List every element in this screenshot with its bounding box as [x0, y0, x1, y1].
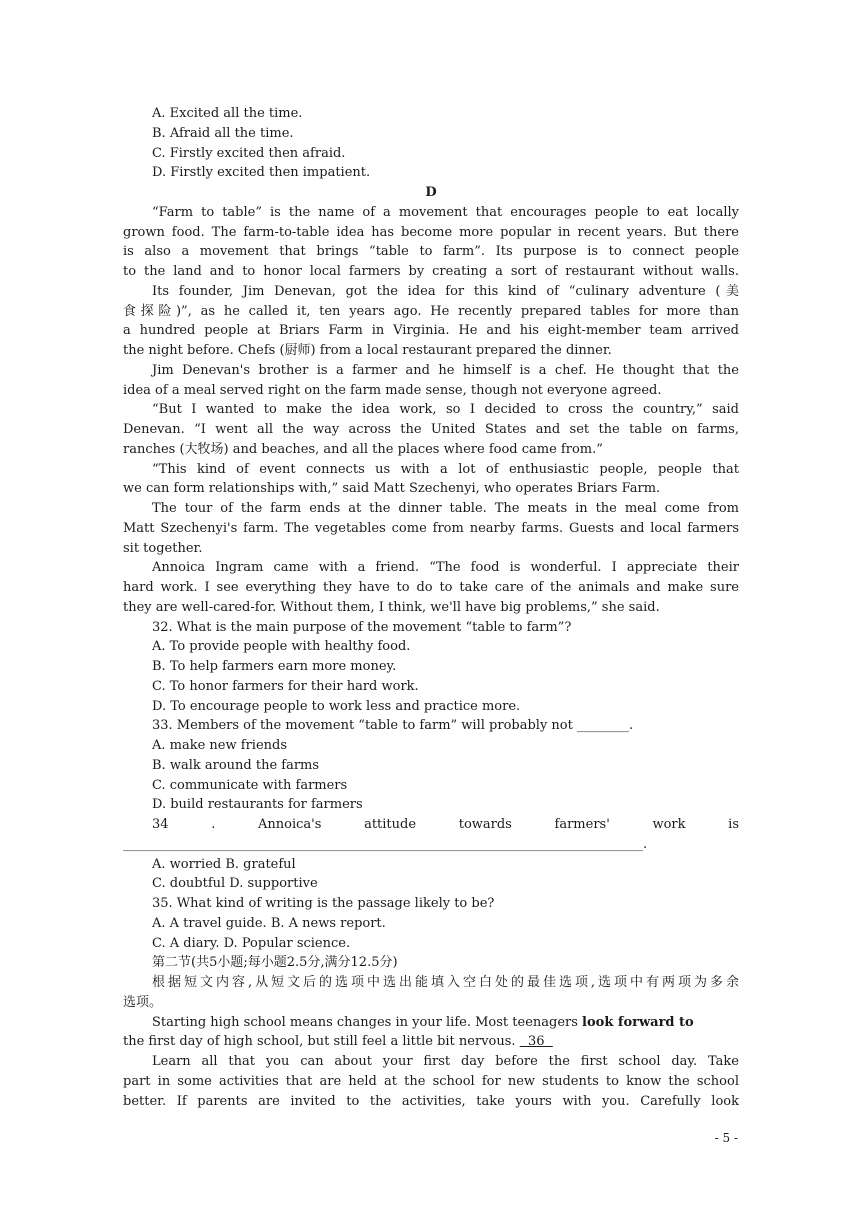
section2-paragraph-line [123, 1013, 739, 1033]
passage-line: Matt Szechenyi's farm. The vegetables come from nearby farms. Guests and local farmers [123, 520, 739, 536]
q32-option-d: D. To encourage people to work less and practice more. [152, 698, 521, 714]
q34-answer-blank: ________________________________________________________________________________. [123, 836, 648, 852]
q32-option-a: A. To provide people with healthy food. [152, 639, 411, 655]
passage-line: “But I wanted to make the idea work, so I decided to cross the country,” said [152, 402, 739, 418]
passage-line: to the land and to honor local farmers by creating a sort of restaurant without walls. [123, 264, 739, 279]
q35-options-ab: A. A travel guide. B. A news report. [152, 915, 386, 931]
q33-stem: 33. Members of the movement “table to farm” will probably not ________. [152, 718, 634, 734]
q33-option-c: C. communicate with farmers [152, 777, 348, 793]
passage-line: a hundred people at Briars Farm in Virginia. He and his eight-member team arrived [123, 323, 739, 339]
passage-line: grown food. The farm-to-table idea has become more popular in recent years. But there [123, 224, 739, 240]
passage-line: “Farm to table” is the name of a movement that encourages people to eat locally [152, 204, 739, 220]
section2-instruction: 根据短文内容,从短文后的选项中选出能填入空白处的最佳选项,选项中有两项为多余 [152, 975, 739, 990]
q31-option-a: A. Excited all the time. [152, 106, 303, 121]
q34-options-ab: A. worried B. grateful [152, 856, 296, 872]
page-number: - 5 - [714, 1131, 738, 1145]
section2-paragraph-line: better. If parents are invited to the activities, take yours with you. Carefully look [123, 1093, 739, 1109]
blank-36: 36 [519, 1034, 553, 1050]
q32-option-c: C. To honor farmers for their hard work. [152, 678, 419, 694]
passage-line: 食探险)”, as he called it, ten years ago. He recently prepared tables for more than [123, 303, 739, 319]
q32-stem: 32. What is the main purpose of the movement “table to farm”? [152, 619, 572, 635]
passage-line: idea of a meal served right on the farm made sense, though not everyone agreed. [123, 382, 662, 398]
paragraph-text: the first day of high school, but still feel a little bit nervous. [123, 1034, 520, 1050]
passage-line: they are well-cared-for. Without them, I think, we'll have big problems,” she said. [123, 599, 660, 615]
q31-option-b: B. Afraid all the time. [152, 125, 294, 141]
section2-paragraph-line [123, 1032, 739, 1052]
q31-option-d: D. Firstly excited then impatient. [152, 165, 371, 181]
passage-line: hard work. I see everything they have to do to take care of the animals and make sure [123, 580, 739, 595]
section2-instruction-cont: 选项。 [123, 994, 163, 1010]
q34-stem: 34 . Annoica's attitude towards farmers' work is [152, 817, 739, 832]
q34-options-cd: C. doubtful D. supportive [152, 876, 318, 892]
passage-line: Its founder, Jim Denevan, got the idea for this kind of “culinary adventure (美 [152, 283, 739, 299]
q35-stem: 35. What kind of writing is the passage likely to be? [152, 896, 495, 911]
passage-line: Denevan. “I went all the way across the United States and set the table on farms, [123, 422, 739, 437]
section2-title: 第二节(共5小题;每小题2.5分,满分12.5分) [152, 955, 398, 971]
passage-line: sit together. [123, 540, 203, 556]
section2-paragraph-line: part in some activities that are held at the school for new students to know the school [123, 1073, 739, 1089]
passage-line: is also a movement that brings “table to farm”. Its purpose is to connect people [123, 244, 739, 260]
passage-line: “This kind of event connects us with a lot of enthusiastic people, people that [152, 461, 739, 477]
q32-option-b: B. To help farmers earn more money. [152, 659, 397, 674]
paragraph-text: Starting high school means changes in your life. Most teenagers [152, 1014, 583, 1030]
q33-option-a: A. make new friends [152, 738, 288, 753]
passage-line: we can form relationships with,” said Matt Szechenyi, who operates Briars Farm. [123, 481, 661, 497]
passage-line: ranches (大牧场) and beaches, and all the places where food came from.” [123, 441, 603, 457]
q31-option-c: C. Firstly excited then afraid. [152, 145, 346, 161]
passage-line: The tour of the farm ends at the dinner table. The meats in the meal come from [152, 501, 739, 516]
section2-paragraph-line: Learn all that you can about your first day before the first school day. Take [152, 1054, 739, 1069]
passage-heading: D [425, 185, 437, 200]
key-phrase: look forward to [582, 1014, 694, 1030]
passage-line: the night before. Chefs (厨师) from a local restaurant prepared the dinner. [123, 343, 612, 358]
q33-option-b: B. walk around the farms [152, 757, 320, 773]
q35-options-cd: C. A diary. D. Popular science. [152, 935, 351, 951]
passage-line: Annoica Ingram came with a friend. “The food is wonderful. I appreciate their [152, 560, 739, 576]
passage-line: Jim Denevan's brother is a farmer and he himself is a chef. He thought that the [152, 362, 739, 378]
page-content [123, 104, 739, 1111]
q33-option-d: D. build restaurants for farmers [152, 797, 363, 813]
